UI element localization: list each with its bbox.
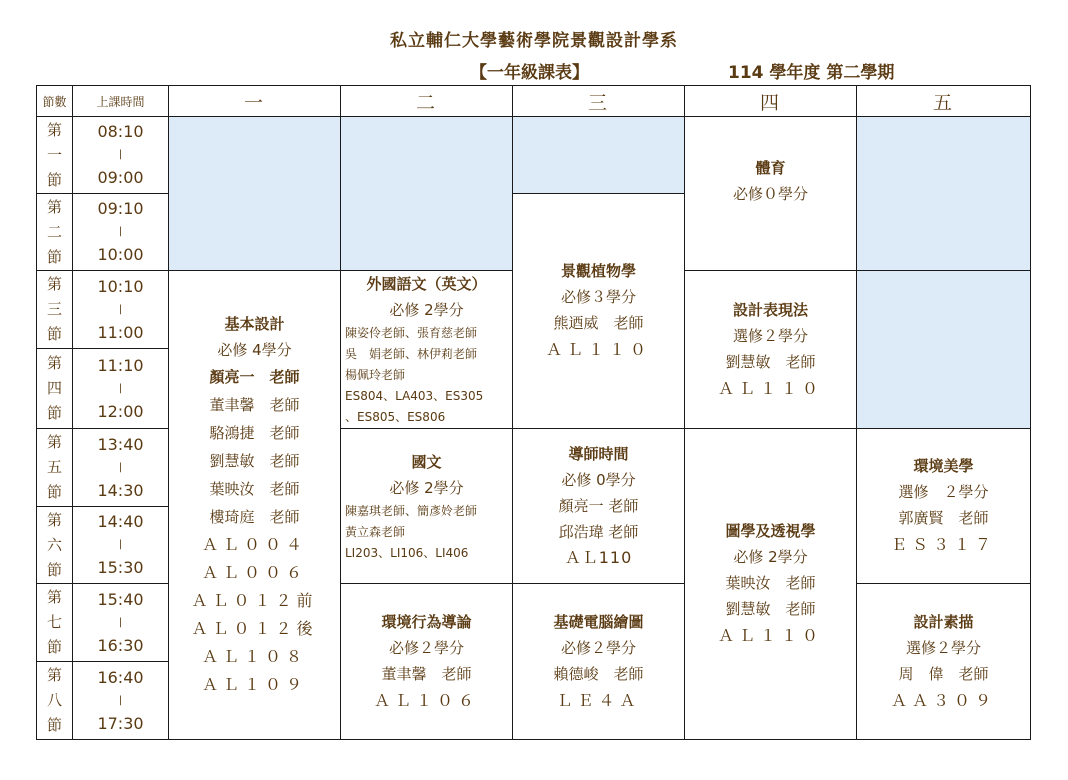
course-teacher: 劉慧敏 老師 — [725, 352, 816, 371]
course-teacher: 周 偉 老師 — [898, 664, 989, 683]
header-day-thu: 四 — [685, 86, 857, 117]
course-cell-perspective[interactable] — [685, 429, 857, 740]
course-room: ＡＬ０１２前 — [191, 591, 318, 610]
course-room: ES804、LA403、ES305 — [345, 389, 484, 403]
course-name: 國文 — [411, 452, 442, 471]
course-teacher: 劉慧敏 老師 — [209, 452, 300, 470]
course-name: 基礎電腦繪圖 — [553, 612, 644, 631]
course-credits: 必修２學分 — [388, 638, 464, 657]
course-name: 圖學及透視學 — [725, 522, 816, 540]
header-day-tue: 二 — [341, 86, 513, 117]
course-room: 、ES805、ES806 — [345, 410, 446, 424]
course-cell-english[interactable] — [341, 271, 513, 429]
course-cell-aesthetics[interactable] — [857, 429, 1031, 584]
course-credits: 必修３學分 — [560, 288, 636, 306]
course-cell-plants[interactable] — [513, 194, 685, 429]
period-time: 13:40 | 14:30 — [73, 429, 169, 507]
course-name: 基本設計 — [224, 315, 285, 333]
course-room: ＡＬ１０９ — [201, 675, 307, 694]
course-teacher: 董聿馨 老師 — [209, 396, 300, 414]
course-name: 環境行為導論 — [381, 612, 472, 631]
course-cell-env-behavior[interactable] — [341, 584, 513, 740]
course-teacher: 駱鴻捷 老師 — [209, 424, 300, 442]
period-time: 15:40 | 16:30 — [73, 584, 169, 662]
empty-slot — [857, 271, 1031, 429]
header-day-mon: 一 — [169, 86, 341, 117]
course-name: 導師時間 — [568, 445, 629, 463]
course-credits: 必修０學分 — [732, 184, 808, 203]
course-room: ＡＬ１０６ — [373, 690, 479, 710]
course-credits: 必修２學分 — [560, 638, 636, 657]
course-teacher: 葉映汝 老師 — [209, 480, 300, 498]
course-teacher: 顏亮一 老師 — [209, 368, 300, 386]
course-name: 設計表現法 — [732, 300, 808, 319]
course-teacher: 楊佩玲老師 — [345, 368, 406, 382]
course-teacher: 陳嘉琪老師、簡彥姈老師 — [345, 503, 478, 518]
header-time: 上課時間 — [73, 86, 169, 117]
course-name: 體育 — [755, 158, 786, 177]
course-room: ＡＬ１１０ — [717, 378, 823, 398]
course-credits: 必修 2學分 — [733, 548, 808, 566]
course-teacher: 賴德峻 老師 — [553, 664, 644, 683]
course-teacher: 吳 娟老師、林伊莉老師 — [345, 347, 478, 361]
period-time: 11:10 | 12:00 — [73, 349, 169, 429]
course-room: ＡＬ０１２後 — [191, 619, 318, 638]
course-room: ＡＬ１１０ — [545, 340, 651, 359]
course-credits: 必修 4學分 — [217, 341, 292, 359]
course-credits: 選修２學分 — [905, 638, 981, 657]
period-label: 第 三 節 — [37, 271, 73, 349]
course-cell-pe[interactable] — [685, 117, 857, 271]
period-label: 第 八 節 — [37, 662, 73, 740]
course-teacher: 劉慧敏 老師 — [725, 600, 816, 618]
course-credits: 必修 0學分 — [561, 471, 636, 489]
course-cell-chinese[interactable] — [341, 429, 513, 584]
course-room: ＡＬ１１０ — [717, 626, 823, 645]
timetable — [36, 85, 1031, 740]
empty-slot — [341, 117, 513, 271]
course-teacher: 樓琦庭 老師 — [209, 508, 300, 526]
course-teacher: 黃立森老師 — [345, 524, 406, 539]
header-period: 節數 — [37, 86, 73, 117]
empty-slot — [513, 117, 685, 194]
course-credits: 必修 2學分 — [389, 301, 464, 319]
header-day-wed: 三 — [513, 86, 685, 117]
course-teacher: 郭廣賢 老師 — [898, 509, 989, 527]
course-cell-basic-design[interactable] — [169, 271, 341, 740]
course-room: LI203、LI106、LI406 — [345, 545, 469, 560]
period-label: 第 六 節 — [37, 507, 73, 584]
course-cell-tutor[interactable] — [513, 429, 685, 584]
empty-slot — [169, 117, 341, 271]
page-title: 私立輔仁大學藝術學院景觀設計學系 — [390, 31, 678, 51]
course-credits: 選修 ２學分 — [898, 483, 989, 501]
course-name: 景觀植物學 — [560, 262, 636, 280]
course-teacher: 葉映汝 老師 — [725, 574, 816, 592]
course-cell-presentation[interactable] — [685, 271, 857, 429]
course-room: ＬＥ４Ａ — [556, 690, 641, 710]
course-room: ＡＬ１０８ — [201, 647, 307, 666]
course-room: ＡＬ００６ — [201, 563, 307, 582]
course-cell-sketch[interactable] — [857, 584, 1031, 740]
course-credits: 必修 2學分 — [389, 478, 464, 497]
header-day-fri: 五 — [857, 86, 1031, 117]
course-room: ＡＬ110 — [564, 548, 633, 567]
course-name: 設計素描 — [913, 612, 974, 631]
course-cell-computer[interactable] — [513, 584, 685, 740]
course-name: 環境美學 — [913, 457, 974, 475]
period-time: 09:10 | 10:00 — [73, 194, 169, 271]
course-name: 外國語文（英文） — [366, 275, 487, 293]
course-credits: 選修２學分 — [732, 326, 808, 345]
course-teacher: 邱浩瑋 老師 — [558, 523, 639, 541]
period-label: 第 一 節 — [37, 117, 73, 194]
period-time: 08:10 | 09:00 — [73, 117, 169, 194]
course-teacher: 陳姿伶老師、張育慈老師 — [345, 326, 478, 340]
course-room: ＡＬ００４ — [201, 535, 307, 554]
period-label: 第 四 節 — [37, 349, 73, 429]
period-label: 第 七 節 — [37, 584, 73, 662]
period-time: 14:40 | 15:30 — [73, 507, 169, 584]
course-room: ＡＡ３０９ — [890, 690, 996, 710]
term-label: 114 學年度 第二學期 — [728, 63, 895, 83]
class-label: 【一年級課表】 — [470, 63, 589, 83]
course-teacher: 熊迺威 老師 — [553, 314, 644, 332]
course-room: ＥＳ３１７ — [890, 535, 996, 554]
course-teacher: 董聿馨 老師 — [381, 664, 472, 683]
period-label: 第 五 節 — [37, 429, 73, 507]
period-time: 10:10 | 11:00 — [73, 271, 169, 349]
period-time: 16:40 | 17:30 — [73, 662, 169, 740]
course-teacher: 顏亮一 老師 — [558, 497, 639, 515]
period-label: 第 二 節 — [37, 194, 73, 271]
empty-slot — [857, 117, 1031, 271]
